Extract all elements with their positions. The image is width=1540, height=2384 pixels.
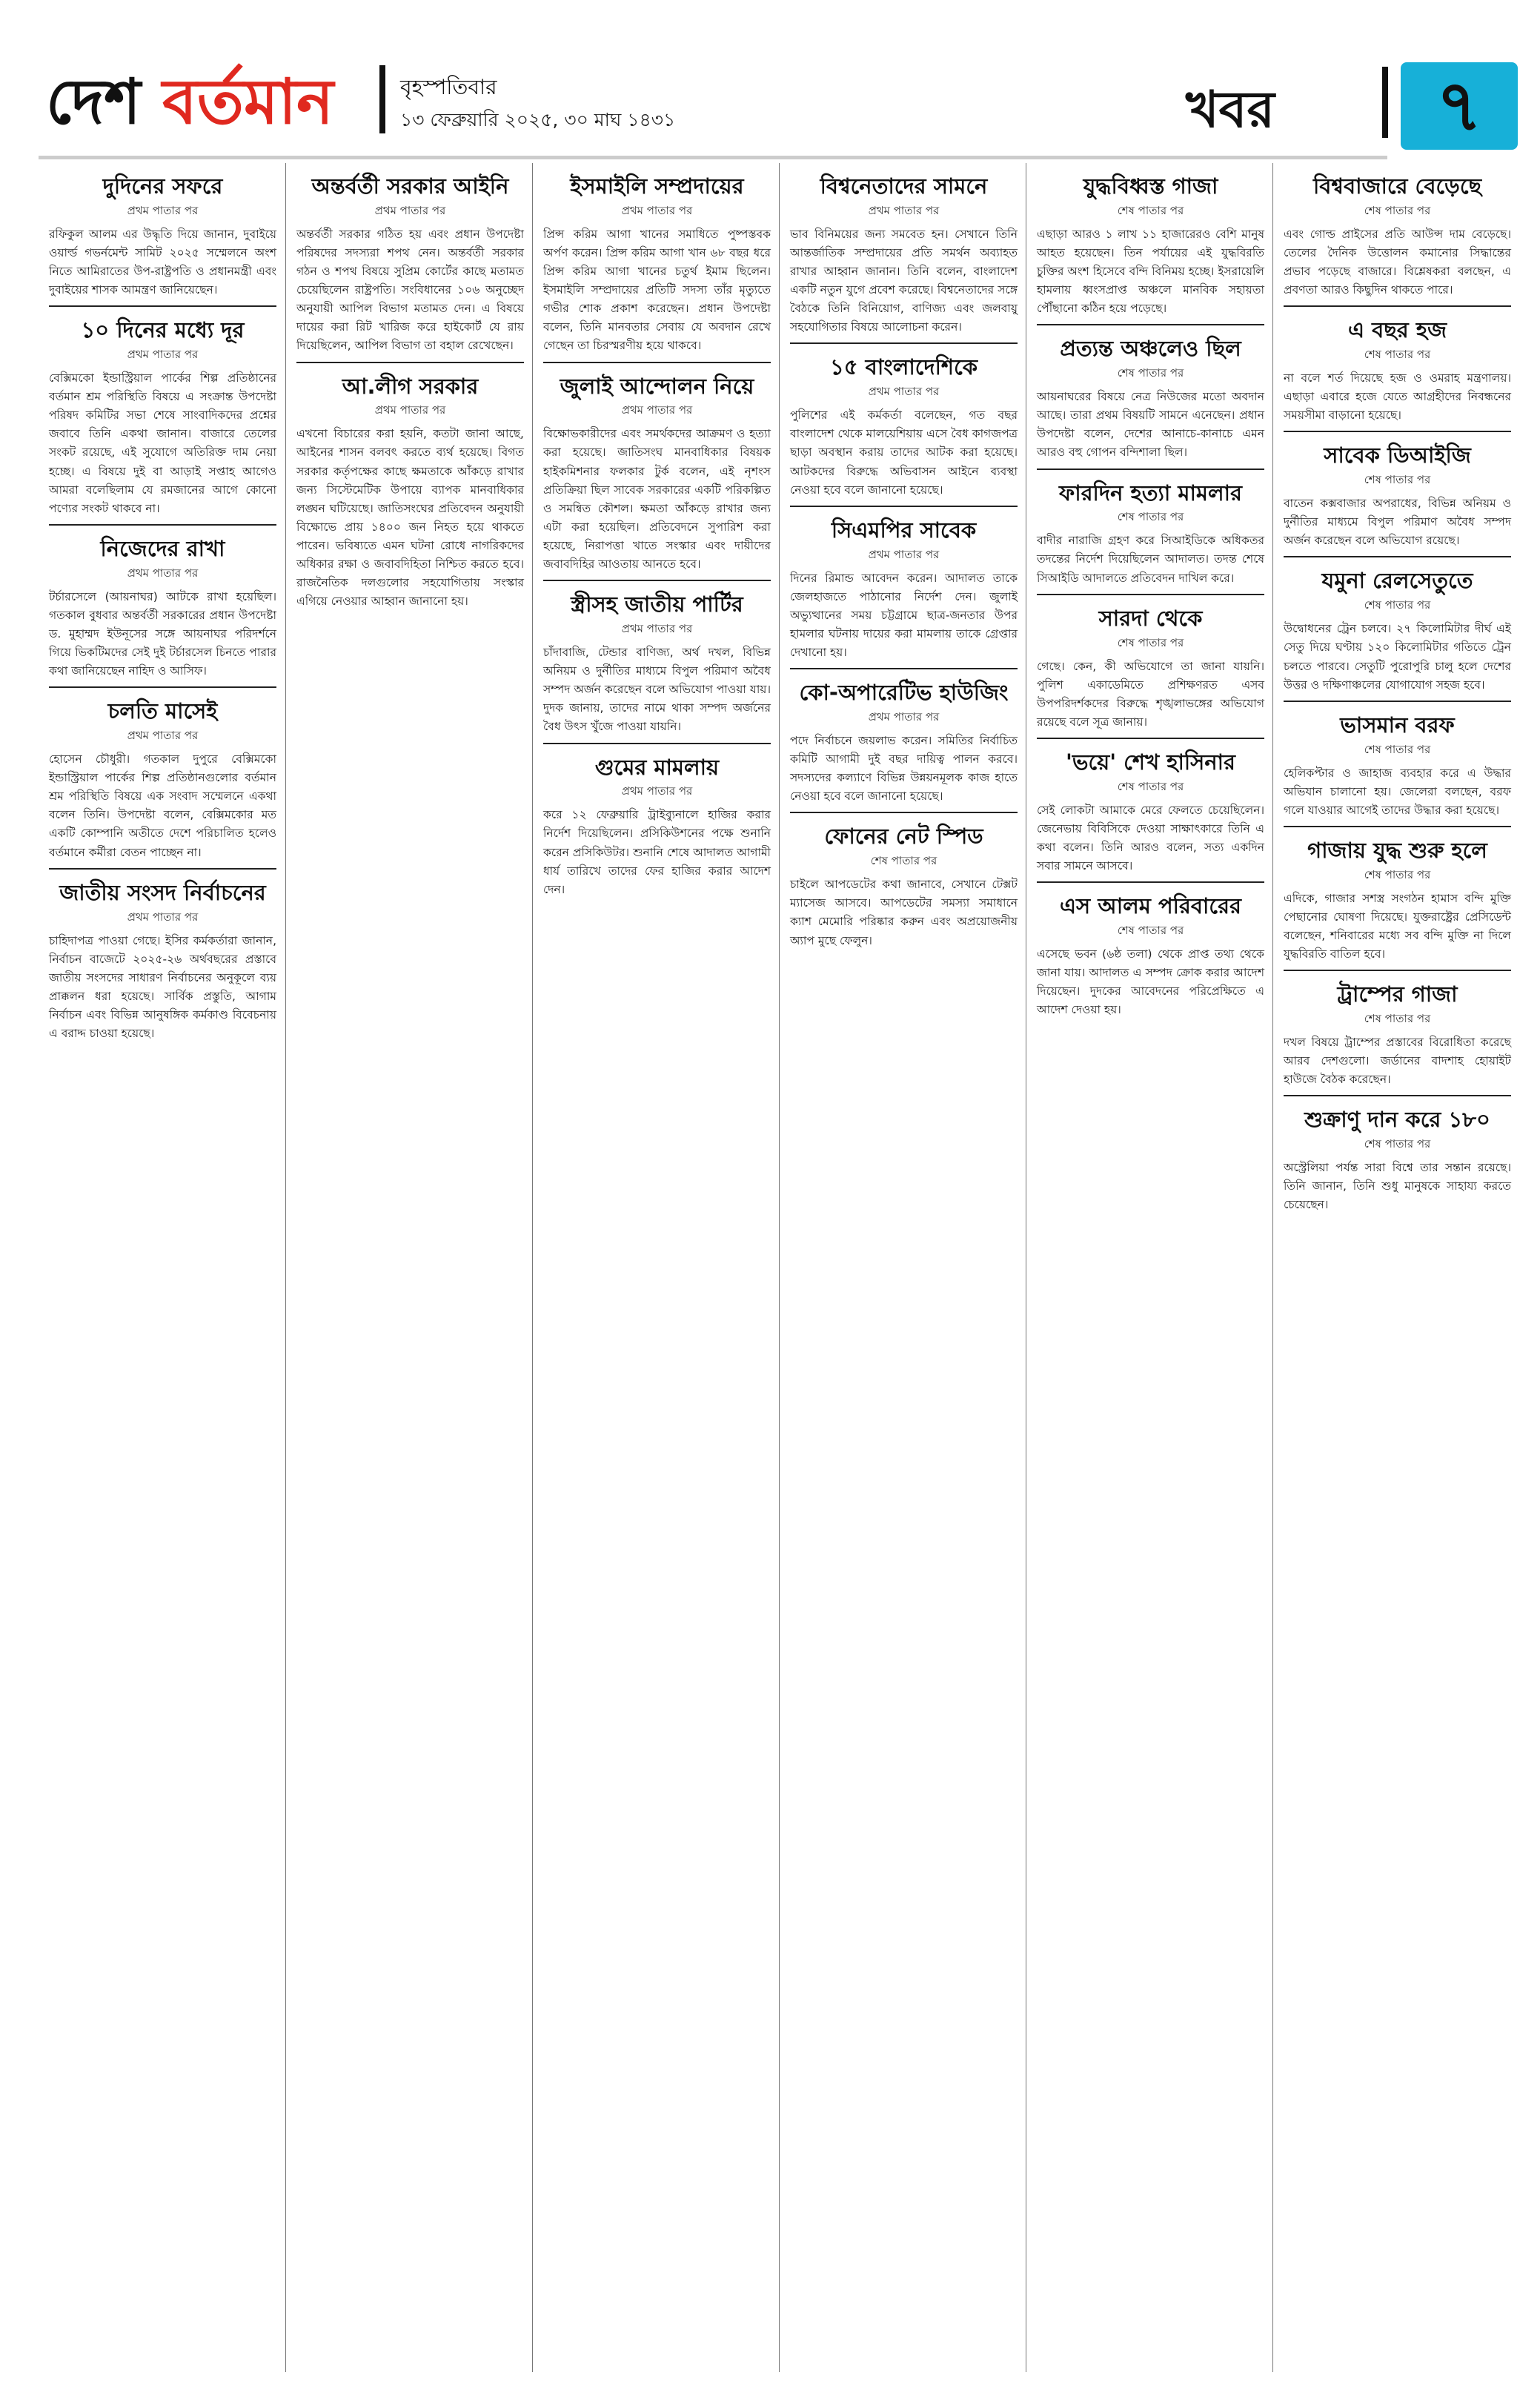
story-body: পুলিশের এই কর্মকর্তা বলেছেন, গত বছর বাংলাদেশ থেকে মালয়েশিয়ায় এসে বৈধ কাগজপত্র ছাড়া অবস্থান করায় তাদের আটক করা হয়েছে। আটকদের বিরুদ্ধে অভিবাসন আইনে ব্যবস্থা নেওয়া হবে বলে জানানো হয়েছে। — [790, 408, 1018, 497]
story-headline[interactable]: ট্রাম্পের গাজা — [1337, 981, 1458, 1007]
story-divider — [1284, 1095, 1511, 1096]
story-divider — [1284, 701, 1511, 702]
story-divider — [1284, 970, 1511, 971]
story-headline[interactable]: এস আলম পরিবারের — [1060, 893, 1241, 919]
story-headline[interactable]: বিশ্ববাজারে বেড়েছে — [1312, 173, 1482, 199]
story-continuation-note: শেষ পাতার পর — [870, 854, 937, 868]
story-continuation-note: শেষ পাতার পর — [1117, 203, 1184, 217]
story-divider — [543, 743, 771, 744]
story-continuation-note: প্রথম পাতার পর — [621, 203, 693, 217]
masthead-separator — [379, 65, 385, 133]
news-story — [790, 506, 1018, 662]
story-continuation-note: শেষ পাতার পর — [1364, 867, 1431, 881]
news-story — [1037, 468, 1264, 588]
story-headline[interactable]: সারদা থেকে — [1098, 605, 1203, 631]
news-story — [49, 305, 276, 518]
news-story — [296, 362, 524, 612]
story-continuation-note: শেষ পাতার পর — [1364, 742, 1431, 756]
story-headline[interactable]: চলতি মাসেই — [107, 698, 218, 724]
news-story — [543, 580, 771, 736]
article-column — [1026, 163, 1272, 2372]
story-headline[interactable]: যুদ্ধবিধ্বস্ত গাজা — [1083, 173, 1218, 199]
story-divider — [790, 668, 1018, 669]
story-headline[interactable]: স্ত্রীসহ জাতীয় পার্টির — [571, 592, 743, 617]
story-headline[interactable]: 'ভয়ে' শেখ হাসিনার — [1065, 749, 1236, 775]
newspaper-logo — [46, 65, 334, 138]
story-headline[interactable]: ১৫ বাংলাদেশিকে — [829, 354, 978, 380]
story-headline[interactable]: দুদিনের সফরে — [102, 173, 223, 199]
story-divider — [790, 342, 1018, 344]
masthead — [0, 0, 1540, 159]
story-headline[interactable]: আ.লীগ সরকার — [342, 373, 479, 399]
story-body: টর্চারসেলে (আয়নাঘর) আটকে রাখা হয়েছিল। গতকাল বুধবার অন্তর্বর্তী সরকারের প্রধান উপদেষ্টা ড. মুহাম্মদ ইউনূসের সঙ্গে আয়নাঘর পরিদর্শনে গিয়ে ভিকটিমদের সেই দুই টর্চারসেল চিনতে পারার কথা জানিয়েছেন নাহিদ ও আসিফ। — [49, 589, 276, 678]
story-body: না বলে শর্ত দিয়েছে হজ ও ওমরাহ মন্ত্রণালয়। এছাড়া এবারে হজে যেতে আগ্রহীদের নিবন্ধনের সময়সীমা বাড়ানো হয়েছে। — [1284, 371, 1511, 423]
article-column — [285, 163, 531, 2372]
news-story — [1284, 173, 1511, 299]
news-story — [49, 173, 276, 299]
news-story — [1284, 305, 1511, 425]
story-body: চাহিদাপত্র পাওয়া গেছে। ইসির কর্মকর্তারা জানান, নির্বাচন বাজেটে ২০২৫-২৬ অর্থবছরের প্রস্তাবে জাতীয় সংসদের সাধারণ নির্বাচনের অনুকূলে ব্যয় প্রাক্কলন ধরা হয়েছে। সার্বিক প্রস্তুতি, আগাম নির্বাচন এবং বিভিন্ন আনুষঙ্গিক কর্মকাণ্ড বিবেচনায় এ বরাদ্দ চাওয়া হয়েছে। — [49, 933, 276, 1041]
story-body: উদ্বোধনের ট্রেন চলবে। ২৭ কিলোমিটার দীর্ঘ এই সেতু দিয়ে ঘণ্টায় ১২০ কিলোমিটার গতিতে ট্রেন চলতে পারবে। সেতুটি পুরোপুরি চালু হলে দেশের উত্তর ও দক্ষিণাঞ্চলের যোগাযোগ সহজ হবে। — [1284, 622, 1511, 692]
story-body: ভাব বিনিময়ের জন্য সমবেত হন। সেখানে তিনি আন্তর্জাতিক সম্প্রদায়ের প্রতি সমর্থন অব্যাহত রাখার আহ্বান জানান। তিনি বলেন, বাংলাদেশ একটি নতুন যুগে প্রবেশ করেছে। বিশ্বনেতাদের সঙ্গে বৈঠকে তিনি বিনিয়োগ, বাণিজ্য এবং জলবায়ু সহযোগিতার বিষয়ে আলোচনা করেন। — [790, 227, 1018, 334]
story-body: বাদীর নারাজি গ্রহণ করে সিআইডিকে অধিকতর তদন্তের নির্দেশ দিয়েছিলেন আদালত। তদন্ত শেষে সিআইডি আদালতে প্রতিবেদন দাখিল করে। — [1037, 534, 1264, 585]
story-continuation-note: প্রথম পাতার পর — [868, 709, 940, 724]
story-continuation-note: প্রথম পাতার পর — [868, 385, 940, 399]
news-story — [1037, 881, 1264, 1019]
story-continuation-note: শেষ পাতার পর — [1364, 1137, 1431, 1150]
story-divider — [543, 362, 771, 363]
article-column — [39, 163, 284, 2372]
section-label: খবর — [1186, 81, 1275, 139]
story-continuation-note: শেষ পাতার পর — [1117, 366, 1184, 380]
story-divider — [1037, 738, 1264, 739]
story-body: চাইলে আপডেটের কথা জানাবে, সেখানে টেক্সট ম্যাসেজ আসবে। আপডেটের সমস্যা সমাধানে ক্যাশ মেমোরি পরিষ্কার করুন এবং অপ্রয়োজনীয় অ্যাপ মুছে ফেলুন। — [790, 878, 1018, 947]
story-body: এসেছে ভবন (৬ষ্ঠ তলা) থেকে প্রাপ্ত তথ্য থেকে জানা যায়। আদালত এ সম্পদ ক্রোক করার আদেশ দিয়েছেন। দুদকের আবেদনের পরিপ্রেক্ষিতে এ আদেশ দেওয়া হয়। — [1037, 947, 1264, 1017]
page-number-badge: ৭ — [1401, 62, 1518, 150]
story-divider — [1037, 594, 1264, 595]
story-divider — [1284, 826, 1511, 827]
news-story — [790, 342, 1018, 499]
news-story — [1284, 556, 1511, 694]
story-continuation-note: শেষ পাতার পর — [1364, 473, 1431, 487]
story-continuation-note: শেষ পাতার পর — [1364, 1011, 1431, 1025]
story-continuation-note: শেষ পাতার পর — [1364, 598, 1431, 612]
story-headline[interactable]: জাতীয় সংসদ নির্বাচনের — [59, 879, 266, 905]
story-body: দিনের রিমান্ড আবেদন করেন। আদালত তাকে জেলহাজতে পাঠানোর নির্দেশ দেন। জুলাই অভ্যুত্থানের সময় চট্টগ্রামে ছাত্র-জনতার উপর হামলার ঘটনায় দায়ের করা মামলায় তাকে গ্রেপ্তার দেখানো হয়। — [790, 571, 1018, 660]
story-body: দখল বিষয়ে ট্রাম্পের প্রস্তাবের বিরোধিতা করেছে আরব দেশগুলো। জর্ডানের বাদশাহ হোয়াইট হাউজে বৈঠক করেছেন। — [1284, 1035, 1511, 1087]
logo-part2: বর্তমান — [162, 65, 334, 138]
news-story — [1037, 173, 1264, 318]
story-headline[interactable]: ইসমাইলি সম্প্রদায়ের — [570, 173, 744, 199]
article-column — [779, 163, 1025, 2372]
story-body: বেক্সিমকো ইন্ডাস্ট্রিয়াল পার্কের শিল্প প্রতিষ্ঠানের বর্তমান শ্রম পরিস্থিতি বিষয়ে এ সংক্রান্ত উপদেষ্টা পরিষদ কমিটির সভা শেষে সাংবাদিকদের প্রশ্নের জবাবে তিনি একথা জানান। বাজারে তেলের সংকট রয়েছে, এই সুযোগে অতিরিক্ত দাম নেয়া হচ্ছে। এ বিষয়ে দুই বা আড়াই সপ্তাহ আগেও আমরা বলেছিলাম যে রমজানের আগে কোনো পণ্যের সংকট থাকবে না। — [49, 371, 276, 515]
story-body: অন্তর্বর্তী সরকার গঠিত হয় এবং প্রধান উপদেষ্টা পরিষদের সদস্যরা শপথ নেন। অন্তর্বর্তী সরকার গঠন ও শপথ বিষয়ে সুপ্রিম কোর্টের কাছে মতামত চেয়েছিলেন রাষ্ট্রপতি। সংবিধানের ১০৬ অনুচ্ছেদ অনুযায়ী আপিল বিভাগ মতামত দেন। এ বিষয়ে দায়ের করা রিট খারিজ করে হাইকোর্ট যে রায় দিয়েছিলেন, আপিল বিভাগ তা বহাল রেখেছেন। — [296, 227, 524, 353]
news-story — [49, 868, 276, 1043]
story-continuation-note: প্রথম পাতার পর — [868, 203, 940, 217]
story-continuation-note: শেষ পাতার পর — [1117, 923, 1184, 937]
story-divider — [296, 362, 524, 363]
story-continuation-note: প্রথম পাতার পর — [868, 547, 940, 561]
news-story — [543, 743, 771, 899]
story-continuation-note: প্রথম পাতার পর — [374, 203, 446, 217]
news-story — [1284, 431, 1511, 550]
story-headline[interactable]: গুমের মামলায় — [594, 754, 720, 780]
masthead-rule — [39, 156, 1387, 159]
news-story — [790, 812, 1018, 950]
story-continuation-note: প্রথম পাতার পর — [127, 729, 199, 743]
story-divider — [1284, 305, 1511, 307]
story-continuation-note: প্রথম পাতার পর — [621, 622, 693, 636]
story-body: অস্ট্রেলিয়া পর্যন্ত সারা বিশ্বে তার সন্তান রয়েছে। তিনি জানান, তিনি শুধু মানুষকে সাহায্য করতে চেয়েছেন। — [1284, 1161, 1511, 1212]
story-body: আয়নাঘরের বিষয়ে নেত্র নিউজের মতো অবদান আছে। তারা প্রথম বিষয়টি সামনে এনেছেন। প্রধান উপদেষ্টা বলেন, দেশের আনাচে-কানাচে এমন আরও বহু গোপন বন্দিশালা ছিল। — [1037, 390, 1264, 460]
story-divider — [790, 812, 1018, 813]
story-headline[interactable]: ফোনের নেট স্পিড — [824, 824, 983, 850]
news-story — [296, 173, 524, 356]
issue-day: বৃহস্পতিবার — [400, 75, 497, 99]
story-body: হোসেন চৌধুরী। গতকাল দুপুরে বেক্সিমকো ইন্ডাস্ট্রিয়াল পার্কের শিল্প প্রতিষ্ঠানগুলোর বর্তমান শ্রম পরিস্থিতি বিষয়ে এক সংবাদ সম্মেলনে একথা বলেন তিনি। উপদেষ্টা বলেন, বেক্সিমকোর মত একটি কোম্পানি অতীতে দেশে পরিচালিত হলেও বর্তমানে কর্মীরা বেতন পাচ্ছেন না। — [49, 752, 276, 859]
story-headline[interactable]: ভাসমান বরফ — [1340, 712, 1455, 738]
story-continuation-note: প্রথম পাতার পর — [374, 403, 446, 417]
news-story — [49, 524, 276, 681]
story-body: এখনো বিচারের করা হয়নি, কতটা জানা আছে, আইনের শাসন বলবৎ করতে ব্যর্থ হয়েছে। বিগত সরকার কর্তৃপক্ষের কাছে ক্ষমতাকে আঁকড়ে রাখার জন্য সিস্টেমেটিক উপায়ে ব্যাপক মানবাধিকার লঙ্ঘন ঘটিয়েছে। জাতিসংঘের প্রতিবেদন অনুযায়ী বিক্ষোভে প্রায় ১৪০০ জন নিহত হয়ে থাকতে পারেন। ভবিষ্যতে এমন ঘটনা রোধে নাগরিকদের অধিকার রক্ষা ও জবাবদিহিতা নিশ্চিত করতে হবে। রাজনৈতিক দলগুলোর সহযোগিতায় সংস্কার এগিয়ে নেওয়ার আহ্বান জানানো হয়। — [296, 427, 524, 609]
story-body: রফিকুল আলম এর উদ্ধৃতি দিয়ে জানান, দুবাইয়ে ওয়ার্ল্ড গভর্নমেন্ট সামিট ২০২৫ সম্মেলনে অংশ নিতে আমিরাতের উপ-রাষ্ট্রপতি ও প্রধানমন্ত্রী এবং দুবাইয়ের শাসক আমন্ত্রণ জানিয়েছেন। — [49, 227, 276, 297]
news-story — [1037, 594, 1264, 732]
story-body: পদে নির্বাচনে জয়লাভ করেন। সমিতির নির্বাচিত কমিটি আগামী দুই বছর দায়িত্ব পালন করবে। সদস্যদের কল্যাণে বিভিন্ন উন্নয়নমূলক কাজ হাতে নেওয়া হবে বলে জানানো হয়েছে। — [790, 733, 1018, 804]
story-divider — [1037, 468, 1264, 470]
news-story — [49, 686, 276, 861]
story-headline[interactable]: কো-অপারেটিভ হাউজিং — [799, 680, 1009, 706]
story-headline[interactable]: সিএমপির সাবেক — [831, 517, 977, 543]
story-continuation-note: শেষ পাতার পর — [1117, 779, 1184, 793]
story-divider — [49, 305, 276, 307]
story-divider — [1284, 556, 1511, 557]
logo-part1: দেশ — [46, 65, 141, 138]
story-divider — [49, 524, 276, 526]
story-divider — [790, 506, 1018, 507]
news-story — [1284, 701, 1511, 820]
story-continuation-note: প্রথম পাতার পর — [127, 203, 199, 217]
story-divider — [1037, 881, 1264, 883]
article-column — [532, 163, 778, 2372]
story-headline[interactable]: অন্তর্বর্তী সরকার আইনি — [311, 173, 509, 199]
story-headline[interactable]: ফারদিন হত্যা মামলার — [1059, 480, 1242, 506]
story-headline[interactable]: সাবেক ডিআইজি — [1324, 443, 1471, 468]
news-story — [1037, 738, 1264, 875]
news-story — [543, 362, 771, 575]
story-continuation-note: শেষ পাতার পর — [1117, 510, 1184, 524]
news-story — [1284, 1095, 1511, 1214]
story-continuation-note: শেষ পাতার পর — [1117, 635, 1184, 649]
story-divider — [1037, 324, 1264, 325]
story-continuation-note: প্রথম পাতার পর — [621, 403, 693, 417]
story-continuation-note: প্রথম পাতার পর — [127, 348, 199, 362]
story-headline[interactable]: গাজায় যুদ্ধ শুরু হলে — [1307, 837, 1487, 863]
news-story — [790, 668, 1018, 806]
section-separator — [1382, 67, 1388, 138]
story-body: এদিকে, গাজার সশস্ত্র সংগঠন হামাস বন্দি মুক্তি পেছানোর ঘোষণা দিয়েছে। যুক্তরাষ্ট্রের প্রেসিডেন্ট বলেছেন, শনিবারের মধ্যে সব বন্দি মুক্তি না দিলে যুদ্ধবিরতি বাতিল হবে। — [1284, 891, 1511, 961]
story-headline[interactable]: প্রত্যন্ত অঞ্চলেও ছিল — [1060, 336, 1241, 362]
news-story — [1037, 324, 1264, 462]
story-headline[interactable]: যমুনা রেলসেতুতে — [1321, 568, 1473, 594]
story-headline[interactable]: বিশ্বনেতাদের সামনে — [820, 173, 988, 199]
story-continuation-note: শেষ পাতার পর — [1364, 203, 1431, 217]
news-story — [1284, 970, 1511, 1089]
story-body: এবং গোল্ড প্রাইসের প্রতি আউন্স দাম বেড়েছে। তেলের দৈনিক উত্তোলন কমানোর সিদ্ধান্তের প্রভাব পড়েছে বাজারে। বিশ্লেষকরা বলছেন, এ প্রবণতা আরও কিছুদিন থাকতে পারে। — [1284, 227, 1511, 297]
news-story — [1284, 826, 1511, 964]
story-headline[interactable]: এ বছর হজ — [1347, 317, 1447, 343]
story-body: চাঁদাবাজি, টেন্ডার বাণিজ্য, অর্থ দখল, বিভিন্ন অনিয়ম ও দুর্নীতির মাধ্যমে বিপুল পরিমাণ অবৈধ সম্পদ অর্জন করেছেন বলে অভিযোগ পাওয়া যায়। দুদক জানায়, তাদের নামে থাকা সম্পদ অর্জনের বৈধ উৎস খুঁজে পাওয়া যায়নি। — [543, 646, 771, 734]
story-headline[interactable]: ১০ দিনের মধ্যে দূর — [81, 317, 245, 343]
story-continuation-note: শেষ পাতার পর — [1364, 348, 1431, 362]
story-body: গেছে। কেন, কী অভিযোগে তা জানা যায়নি। পুলিশ একাডেমিতে প্রশিক্ষণরত এসব উপপরিদর্শকদের বিরুদ্ধে শৃঙ্খলাভঙ্গের অভিযোগ রয়েছে বলে সূত্র জানায়। — [1037, 659, 1264, 729]
story-body: সেই লোকটা আমাকে মেরে ফেলতে চেয়েছিলেন। জেনেভায় বিবিসিকে দেওয়া সাক্ষাৎকারে তিনি এ কথা বলেন। তিনি আরও বলেন, সত্য একদিন সবার সামনে আসবে। — [1037, 803, 1264, 873]
story-body: এছাড়া আরও ১ লাখ ১১ হাজারেরও বেশি মানুষ আহত হয়েছেন। তিন পর্যায়ের এই যুদ্ধবিরতি চুক্তির অংশ হিসেবে বন্দি বিনিময় হচ্ছে। ইসরায়েলি হামলায় ধ্বংসপ্রাপ্ত অঞ্চলে মানবিক সহায়তা পৌঁছানো কঠিন হয়ে পড়েছে। — [1037, 227, 1264, 316]
story-headline[interactable]: শুক্রাণু দান করে ১৮০ — [1304, 1107, 1490, 1133]
story-body: বাতেন কক্সবাজার অপরাধের, বিভিন্ন অনিয়ম ও দুর্নীতির মাধ্যমে বিপুল পরিমাণ অবৈধ সম্পদ অর্জন করেছেন বলে অভিযোগ রয়েছে। — [1284, 497, 1511, 548]
story-body: প্রিন্স করিম আগা খানের সমাধিতে পুষ্পস্তবক অর্পণ করেন। প্রিন্স করিম আগা খান ৬৮ বছর ধরে প্রিন্স করিম আগা খানের চতুর্থ ইমাম ছিলেন। ইসমাইলি সম্প্রদায়ের প্রতিটি সদস্য তাঁর মৃত্যুতে গভীর শোক প্রকাশ করেছেন। প্রধান উপদেষ্টা বলেন, তিনি মানবতার সেবায় যে অবদান রেখে গেছেন তা চিরস্মরণীয় হয়ে থাকবে। — [543, 227, 771, 353]
article-columns — [39, 163, 1518, 2372]
story-divider — [49, 686, 276, 688]
story-divider — [49, 868, 276, 870]
article-column — [1272, 163, 1519, 2372]
story-headline[interactable]: নিজেদের রাখা — [100, 535, 225, 561]
story-headline[interactable]: জুলাই আন্দোলন নিয়ে — [560, 373, 754, 399]
story-continuation-note: প্রথম পাতার পর — [127, 910, 199, 924]
story-continuation-note: প্রথম পাতার পর — [127, 566, 199, 580]
news-story — [543, 173, 771, 356]
story-body: করে ১২ ফেব্রুয়ারি ট্রাইব্যুনালে হাজির করার নির্দেশ দিয়েছিলেন। প্রসিকিউশনের পক্ষে শুনানি করেন প্রসিকিউটর। শুনানি শেষে আদালত আগামী ধার্য তারিখে তাদের ফের হাজির করার আদেশ দেন। — [543, 808, 771, 896]
story-divider — [543, 580, 771, 581]
story-body: বিক্ষোভকারীদের এবং সমর্থকদের আক্রমণ ও হত্যা করা হয়েছে। জাতিসংঘ মানবাধিকার বিষয়ক হাইকমিশনার ফলকার টুর্ক বলেন, এই নৃশংস প্রতিক্রিয়া ছিল সাবেক সরকারের একটি পরিকল্পিত ও সমন্বিত কৌশল। ক্ষমতা আঁকড়ে রাখার জন্য এটা করা হয়েছিল। প্রতিবেদনে সুপারিশ করা হয়েছে, নিরাপত্তা খাতে সংস্কার এবং দায়ীদের জবাবদিহির আওতায় আনতে হবে। — [543, 427, 771, 572]
story-divider — [1284, 431, 1511, 432]
news-story — [790, 173, 1018, 337]
story-continuation-note: প্রথম পাতার পর — [621, 784, 693, 798]
issue-date: ১৩ ফেব্রুয়ারি ২০২৫, ৩০ মাঘ ১৪৩১ — [400, 109, 676, 130]
story-body: হেলিকপ্টার ও জাহাজ ব্যবহার করে এ উদ্ধার অভিযান চালানো হয়। জেলেরা বলছেন, বরফ গলে যাওয়ার আগেই তাদের উদ্ধার করা হয়েছে। — [1284, 766, 1511, 817]
